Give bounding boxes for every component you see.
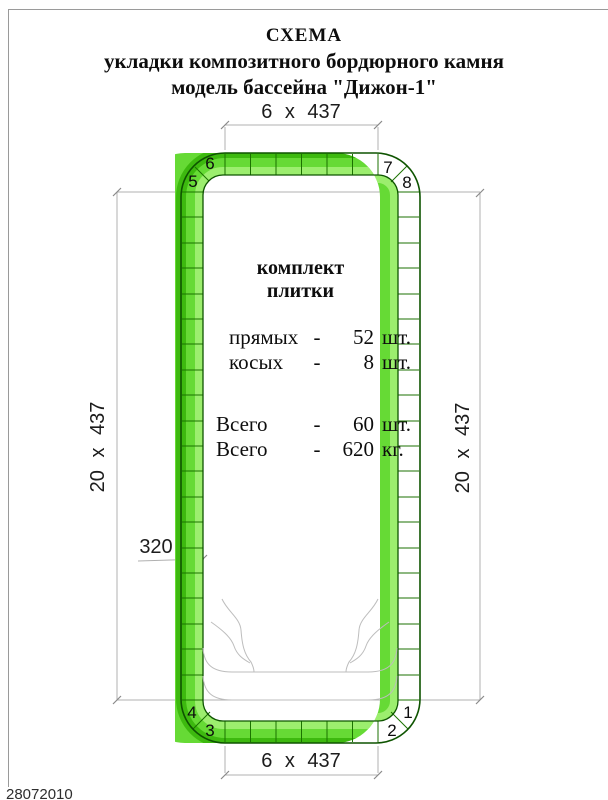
left-seat-curve-b	[211, 622, 250, 663]
corner-number-6: 6	[205, 154, 215, 173]
kit-row-unit: кг.	[382, 437, 404, 461]
kit-row-value: 60	[353, 412, 374, 436]
kit-row-label: Всего	[216, 412, 268, 436]
bottom-dimension-label: 6 x 437	[261, 750, 341, 772]
top-dimension-line	[225, 125, 378, 150]
kit-row-dash: -	[313, 437, 321, 461]
kit-row-label: Всего	[216, 437, 268, 461]
kit-row-total-weight	[216, 437, 404, 462]
corner-number-1: 1	[403, 703, 413, 722]
left-dimension-label: 20 x 437	[87, 401, 109, 493]
corner-number-7: 7	[383, 158, 393, 177]
kit-row-value: 8	[363, 350, 374, 374]
title-line-2: укладки композитного бордюрного камня	[104, 49, 504, 73]
pool-step-curves	[203, 599, 397, 700]
corner-number-3: 3	[205, 721, 215, 740]
title-line-1: СХЕМА	[265, 25, 343, 46]
date-stamp: 28072010	[6, 786, 73, 800]
kit-row-angled-tiles	[216, 350, 412, 375]
kit-row-dash: -	[313, 412, 321, 436]
kit-heading-line-2: плитки	[266, 280, 335, 302]
top-dimension-label: 6 x 437	[261, 101, 341, 123]
kit-row-dash: -	[313, 350, 321, 374]
corner-number-5: 5	[188, 172, 198, 191]
step-edge-lower	[203, 676, 397, 700]
kit-heading	[203, 257, 398, 303]
kit-heading-line-1: комплект	[256, 257, 345, 279]
kit-row-unit: шт.	[382, 412, 412, 436]
kit-row-value: 52	[353, 325, 374, 349]
corner-number-8: 8	[402, 173, 412, 192]
title-line-3: модель бассейна "Дижон-1"	[171, 75, 437, 99]
corner-number-2: 2	[387, 721, 397, 740]
kit-row-dash: -	[313, 325, 321, 349]
kit-row-label: косых	[229, 350, 284, 374]
kit-rows-spacer	[216, 375, 396, 412]
tile-dividers-left	[182, 192, 203, 700]
kit-row-label: прямых	[229, 325, 299, 349]
kit-rows	[216, 325, 412, 462]
corner-number-4: 4	[187, 703, 197, 722]
kit-row-unit: шт.	[382, 350, 412, 374]
band-width-label: 320	[139, 536, 173, 558]
right-dimension-label: 20 x 437	[452, 402, 474, 494]
kit-row-straight-tiles	[216, 325, 412, 350]
kit-row-unit: шт.	[382, 325, 412, 349]
step-edge-upper	[203, 648, 397, 672]
kit-row-value: 620	[342, 437, 374, 461]
kit-row-total-count	[216, 412, 412, 437]
